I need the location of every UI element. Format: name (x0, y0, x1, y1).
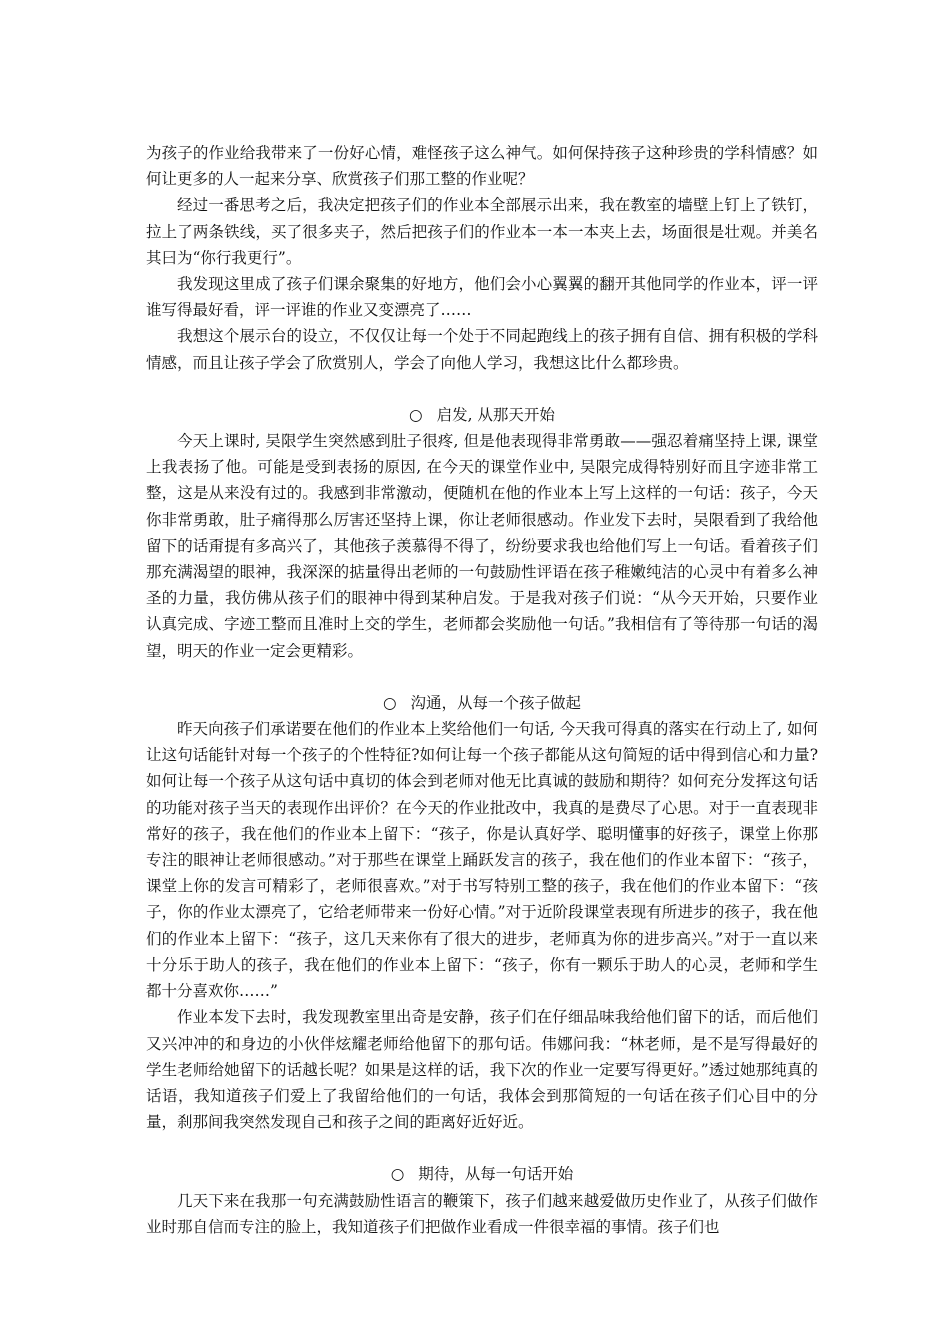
section-title: 沟通，从每一个孩子做起 (410, 693, 582, 712)
section-title: 期待，从每一句话开始 (418, 1165, 574, 1184)
circle-bullet-icon: ○ (382, 693, 397, 712)
circle-bullet-icon: ○ (390, 1165, 405, 1184)
document-page (146, 140, 818, 1240)
section2-paragraph-1: 昨天向孩子们承诺要在他们的作业本上奖给他们一句话, 今天我可得真的落实在行动上了, 如何让这句话能针对每一个孩子的个性特征?如何让每一个孩子都能从这句简短的话中得到信心和力量?如何让每一个孩子从这句话中真切的体会到老师对他无比真诚的鼓励和期待？如何充分发挥这句话的功能对孩子当天的表现作出评价？在今天的作业批改中，我真的是费尽了心思。对于一直表现非常好的孩子，我在他们的作业本上留下：“孩子，你是认真好学、聪明懂事的好孩子，课堂上你那专注的眼神让老师很感动。”对于那些在课堂上踊跃发言的孩子，我在他们的作业本留下：“孩子，课堂上你的发言可精彩了，老师很喜欢。”对于书写特别工整的孩子，我在他们的作业本留下：“孩子，你的作业太漂亮了，它给老师带来一份好心情。”对于近阶段课堂表现有所进步的孩子，我在他们的作业本上留下：“孩子，这几天来你有了很大的进步，老师真为你的进步高兴。”对于一直以来十分乐于助人的孩子，我在他们的作业本上留下：“孩子，你有一颗乐于助人的心灵，老师和学生都十分喜欢你……” (146, 720, 818, 1001)
section2-paragraph-2: 作业本发下去时，我发现教室里出奇是安静，孩子们在仔细品味我给他们留下的话，而后他们又兴冲冲的和身边的小伙伴炫耀老师给他留下的那句话。伟娜问我：“林老师，是不是写得最好的学生老师给她留下的话越长呢？如果是这样的话，我下次的作业一定要写得更好。”透过她那纯真的话语，我知道孩子们爱上了我留给他们的一句话，我体会到那简短的一句话在孩子们心目中的分量，刹那间我突然发现自己和孩子之间的距离好近好近。 (146, 1008, 818, 1132)
circle-bullet-icon: ○ (409, 405, 423, 424)
section1-paragraph-1: 今天上课时, 吴限学生突然感到肚子很疼, 但是他表现得非常勇敢——强忍着痛坚持上课, 课堂上我表扬了他。可能是受到表扬的原因, 在今天的课堂作业中, 吴限完成得特别好而且字迹非常工整，这是从来没有过的。我感到非常激动，便随机在他的作业本上写上这样的一句话：孩子，今天你非常勇敢，肚子痛得那么厉害还坚持上课，你让老师很感动。作业发下去时，吴限看到了我给他留下的话甭提有多高兴了，其他孩子羡慕得不得了，纷纷要求我也给他们写上一句话。看着孩子们那充满渴望的眼神，我深深的掂量得出老师的一句鼓励性评语在孩子稚嫩纯洁的心灵中有着多么神圣的力量，我仿佛从孩子们的眼神中得到某种启发。于是我对孩子们说：“从今天开始，只要作业认真完成、字迹工整而且准时上交的学生，老师都会奖励他一句话。”我相信有了等待那一句话的渴望，明天的作业一定会更精彩。 (146, 432, 818, 660)
section-heading-expectation (146, 1161, 818, 1187)
section-gap (146, 1135, 818, 1161)
section-gap (146, 664, 818, 690)
section3-paragraph-1: 几天下来在我那一句充满鼓励性语言的鞭策下，孩子们越来越爱做历史作业了，从孩子们做作业时那自信而专注的脸上，我知道孩子们把做作业看成一件很幸福的事情。孩子们也 (146, 1191, 818, 1236)
intro-paragraph-3: 我发现这里成了孩子们课余聚集的好地方，他们会小心翼翼的翻开其他同学的作业本，评一评谁写得最好看，评一评谁的作业又变漂亮了…… (146, 275, 818, 320)
intro-paragraph-2: 经过一番思考之后，我决定把孩子们的作业本全部展示出来，我在教室的墙壁上钉上了铁钉，拉上了两条铁线，买了很多夹子，然后把孩子们的作业本一本一本夹上去，场面很是壮观。并美名其曰为“你行我更行”。 (146, 196, 818, 267)
section-heading-communication (146, 690, 818, 716)
section-gap (146, 376, 818, 402)
intro-paragraph-4: 我想这个展示台的设立，不仅仅让每一个处于不同起跑线上的孩子拥有自信、拥有积极的学科情感，而且让孩子学会了欣赏别人，学会了向他人学习，我想这比什么都珍贵。 (146, 327, 818, 372)
section-title: 启发, 从那天开始 (436, 405, 555, 424)
section-heading-inspiration (146, 402, 818, 428)
intro-paragraph-1: 为孩子的作业给我带来了一份好心情，难怪孩子这么神气。如何保持孩子这种珍贵的学科情感？如何让更多的人一起来分享、欣赏孩子们那工整的作业呢？ (146, 144, 818, 189)
